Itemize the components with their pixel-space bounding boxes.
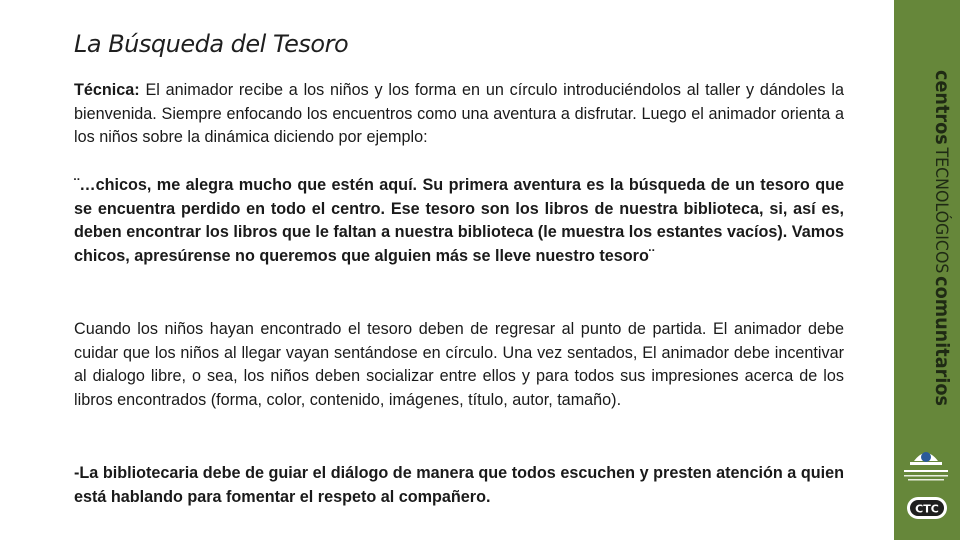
slide-title: La Búsqueda del Tesoro [74,30,349,58]
brand-word-centros: centros [931,70,953,151]
brand-word-tecnologicos: TECNOLÓGICOS [931,147,951,284]
slide-content [74,0,844,540]
example-speech-paragraph: ¨…chicos, me alegra mucho que estén aquí. Su primera aventura es la búsqueda de un tesoro que se encuentra perdido en todo el centro. Ese tesoro son los libros de nuestra biblioteca, si, así es, deben encontrar los libros que le faltan a nuestra biblioteca (le muestra los estantes vacíos). Vamos chicos, apresúrense no queremos que alguien más se lleve nuestro tesoro¨ [74,176,844,265]
technique-text: El animador recibe a los niños y los forma en un círculo introduciéndolos al taller y dándoles la bienvenida. Siempre enfocando los encuentros como una aventura a disfrutar. Luego el animador orienta a los niños sobre la dinámica diciendo por ejemplo: [74,81,844,146]
svg-text:centrosTECNOLÓGICOScomunitario [931,70,953,417]
government-seal-logo [900,443,952,487]
ctc-logo-text: CTC [915,502,939,516]
return-paragraph: Cuando los niños hayan encontrado el tesoro deben de regresar al punto de partida. El animador debe cuidar que los niños al llegar vayan sentándose en círculo. Una vez sentados, El animador debe incentivar al dialogo libre, o sea, los niños deben socializar entre ellos y para todos sus impresiones acerca de los libros encontrados (forma, color, contenido, imágenes, título, autor, tamaño). [74,320,844,409]
brand-word-comunitarios: comunitarios [931,276,953,417]
brand-vertical-text [912,70,953,417]
technique-label: Técnica: [74,81,140,99]
ctc-logo [906,496,948,520]
technique-paragraph [74,79,844,150]
librarian-paragraph: -La bibliotecaria debe de guiar el diálogo de manera que todos escuchen y presten atención a quien está hablando para fomentar el respeto al compañero. [74,464,844,506]
